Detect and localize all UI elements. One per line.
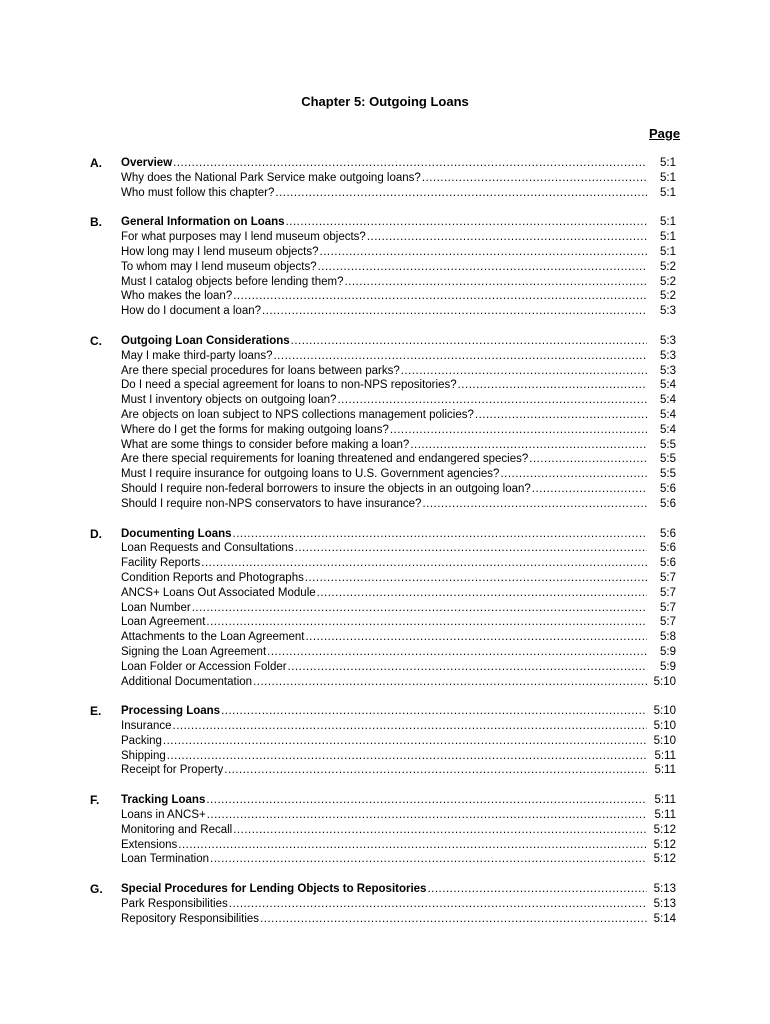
entry-page-number: 5:10 <box>653 734 676 747</box>
dot-leader <box>167 749 647 764</box>
toc-entry[interactable] <box>121 349 676 364</box>
entry-page-number: 5:3 <box>660 305 676 318</box>
toc-entry[interactable] <box>121 304 676 319</box>
entry-page-number: 5:1 <box>660 186 676 199</box>
toc-entry[interactable] <box>121 245 676 260</box>
section-letter: G. <box>90 882 103 897</box>
entry-page-number: 5:4 <box>660 423 676 436</box>
toc-entry[interactable] <box>121 675 676 690</box>
section-heading-entry[interactable] <box>121 704 676 719</box>
dot-leader <box>529 452 647 467</box>
toc-entry[interactable] <box>121 423 676 438</box>
entry-title: How do I document a loan? <box>121 305 262 318</box>
entry-title: Must I inventory objects on outgoing loan? <box>121 394 337 407</box>
entry-title: Must I require insurance for outgoing loans to U.S. Government agencies? <box>121 468 500 481</box>
entry-title: Additional Documentation <box>121 675 253 688</box>
toc-entry[interactable] <box>121 615 676 630</box>
entry-page-number: 5:12 <box>653 853 676 866</box>
toc-entry[interactable] <box>121 171 676 186</box>
dot-leader <box>427 882 647 897</box>
dot-leader <box>262 304 647 319</box>
entry-title: Are objects on loan subject to NPS collections management policies? <box>121 408 474 421</box>
toc-entry[interactable] <box>121 438 676 453</box>
dot-leader <box>318 260 647 275</box>
entry-title: Receipt for Property <box>121 764 224 777</box>
entry-title: Condition Reports and Photographs <box>121 571 304 584</box>
entry-page-number: 5:11 <box>654 794 676 807</box>
dot-leader <box>317 586 647 601</box>
entry-title: Loan Termination <box>121 853 210 866</box>
dot-leader <box>221 704 647 719</box>
toc-entry[interactable] <box>121 571 676 586</box>
toc-entry[interactable] <box>121 186 676 201</box>
section-heading-entry[interactable] <box>121 527 676 542</box>
dot-leader <box>458 378 647 393</box>
entry-title: May I make third-party loans? <box>121 349 273 362</box>
entry-title: Are there special procedures for loans between parks? <box>121 364 400 377</box>
entry-page-number: 5:2 <box>660 275 676 288</box>
dot-leader <box>275 186 647 201</box>
section-letter: F. <box>90 793 100 808</box>
entry-page-number: 5:13 <box>653 898 676 911</box>
dot-leader <box>291 334 647 349</box>
entry-page-number: 5:11 <box>654 764 676 777</box>
entry-page-number: 5:10 <box>653 720 676 733</box>
dot-leader <box>267 645 647 660</box>
chapter-title: Chapter 5: Outgoing Loans <box>301 94 469 109</box>
dot-leader <box>390 423 647 438</box>
entry-title: Loan Number <box>121 601 191 614</box>
dot-leader <box>206 615 647 630</box>
toc-entry[interactable] <box>121 912 676 927</box>
entry-title: Insurance <box>121 720 172 733</box>
entry-page-number: 5:6 <box>660 497 676 510</box>
entry-title: Should I require non-federal borrowers to insure the objects in an outgoing loan? <box>121 482 531 495</box>
page-column-header: Page <box>649 126 681 141</box>
toc-entry[interactable] <box>121 230 676 245</box>
toc-entry[interactable] <box>121 378 676 393</box>
section-letter: B. <box>90 215 102 230</box>
dot-leader <box>422 497 647 512</box>
entry-title: Where do I get the forms for making outgoing loans? <box>121 423 389 436</box>
dot-leader <box>201 556 647 571</box>
dot-leader <box>229 897 647 912</box>
entry-page-number: 5:9 <box>660 660 676 673</box>
entry-page-number: 5:12 <box>653 823 676 836</box>
entry-title: Extensions <box>121 838 178 851</box>
entry-page-number: 5:5 <box>660 438 676 451</box>
entry-page-number: 5:4 <box>660 394 676 407</box>
entry-page-number: 5:10 <box>653 675 676 688</box>
toc-section <box>0 334 770 512</box>
entry-title: Do I need a special agreement for loans to non-NPS repositories? <box>121 379 457 392</box>
dot-leader <box>422 171 647 186</box>
dot-leader <box>401 364 647 379</box>
dot-leader <box>337 393 647 408</box>
dot-leader <box>173 719 647 734</box>
entry-page-number: 5:7 <box>660 616 676 629</box>
toc-entry[interactable] <box>121 734 676 749</box>
entry-title: Facility Reports <box>121 557 201 570</box>
entry-title: Documenting Loans <box>121 527 232 540</box>
entry-page-number: 5:13 <box>653 883 676 896</box>
dot-leader <box>410 438 647 453</box>
entry-title: What are some things to consider before making a loan? <box>121 438 410 451</box>
entry-title: Loans in ANCS+ <box>121 809 206 822</box>
entry-page-number: 5:6 <box>660 482 676 495</box>
toc-entry[interactable] <box>121 275 676 290</box>
toc-entry[interactable] <box>121 838 676 853</box>
entry-page-number: 5:6 <box>660 557 676 570</box>
entry-page-number: 5:1 <box>660 171 676 184</box>
toc-entry[interactable] <box>121 719 676 734</box>
entry-page-number: 5:14 <box>653 912 676 925</box>
entry-title: Packing <box>121 734 162 747</box>
entry-title: To whom may I lend museum objects? <box>121 260 317 273</box>
dot-leader <box>288 660 647 675</box>
dot-leader <box>192 601 647 616</box>
entry-page-number: 5:4 <box>660 408 676 421</box>
entry-page-number: 5:1 <box>660 231 676 244</box>
entry-page-number: 5:6 <box>660 542 676 555</box>
toc-entry[interactable] <box>121 364 676 379</box>
toc-entry[interactable] <box>121 823 676 838</box>
entry-title: Signing the Loan Agreement <box>121 645 267 658</box>
entry-title: Loan Requests and Consultations <box>121 542 294 555</box>
toc-entry[interactable] <box>121 289 676 304</box>
section-heading-entry[interactable] <box>121 793 676 808</box>
entry-page-number: 5:7 <box>660 601 676 614</box>
entry-title: General Information on Loans <box>121 216 285 229</box>
entry-title: Shipping <box>121 749 166 762</box>
toc-entry[interactable] <box>121 556 676 571</box>
toc-entry[interactable] <box>121 630 676 645</box>
entry-title: Monitoring and Recall <box>121 823 233 836</box>
entry-title: Why does the National Park Service make outgoing loans? <box>121 171 421 184</box>
dot-leader <box>295 541 647 556</box>
dot-leader <box>224 763 647 778</box>
entry-title: Are there special requirements for loaning threatened and endangered species? <box>121 453 529 466</box>
dot-leader <box>178 838 647 853</box>
entry-title: Repository Responsibilities <box>121 912 260 925</box>
entry-title: How long may I lend museum objects? <box>121 245 319 258</box>
toc-entry[interactable] <box>121 852 676 867</box>
entry-title: Outgoing Loan Considerations <box>121 334 290 347</box>
entry-title: Who must follow this chapter? <box>121 186 275 199</box>
dot-leader <box>286 215 647 230</box>
toc-entry[interactable] <box>121 260 676 275</box>
dot-leader <box>273 349 647 364</box>
entry-page-number: 5:12 <box>653 838 676 851</box>
section-heading-entry[interactable] <box>121 334 676 349</box>
entry-page-number: 5:2 <box>660 290 676 303</box>
dot-leader <box>475 408 647 423</box>
entry-page-number: 5:2 <box>660 260 676 273</box>
dot-leader <box>233 823 647 838</box>
dot-leader <box>367 230 647 245</box>
toc-entry[interactable] <box>121 660 676 675</box>
entry-page-number: 5:6 <box>660 527 676 540</box>
section-heading-entry[interactable] <box>121 156 676 171</box>
entry-page-number: 5:3 <box>660 334 676 347</box>
dot-leader <box>206 793 647 808</box>
section-letter: A. <box>90 156 102 170</box>
entry-title: Loan Agreement <box>121 616 206 629</box>
toc-section <box>0 156 770 200</box>
table-of-contents <box>0 156 770 942</box>
toc-section <box>0 704 770 778</box>
toc-section <box>0 793 770 867</box>
toc-entry[interactable] <box>121 467 676 482</box>
entry-page-number: 5:7 <box>660 571 676 584</box>
toc-entry[interactable] <box>121 482 676 497</box>
entry-title: Overview <box>121 157 173 169</box>
section-letter: C. <box>90 333 102 348</box>
toc-entry[interactable] <box>121 408 676 423</box>
entry-page-number: 5:1 <box>660 157 676 169</box>
toc-entry[interactable] <box>121 601 676 616</box>
toc-entry[interactable] <box>121 393 676 408</box>
dot-leader <box>305 571 647 586</box>
entry-title: Special Procedures for Lending Objects to Repositories <box>121 883 427 896</box>
toc-entry[interactable] <box>121 497 676 512</box>
toc-entry[interactable] <box>121 586 676 601</box>
toc-section <box>0 882 770 926</box>
dot-leader <box>163 734 647 749</box>
entry-title: Must I catalog objects before lending them? <box>121 275 344 288</box>
dot-leader <box>253 675 647 690</box>
dot-leader <box>344 275 647 290</box>
entry-page-number: 5:11 <box>654 809 676 822</box>
toc-entry[interactable] <box>121 749 676 764</box>
dot-leader <box>320 245 647 260</box>
entry-title: Tracking Loans <box>121 794 206 807</box>
dot-leader <box>233 289 647 304</box>
dot-leader <box>210 852 647 867</box>
toc-section <box>0 527 770 690</box>
entry-title: Park Responsibilities <box>121 898 228 911</box>
entry-title: ANCS+ Loans Out Associated Module <box>121 586 316 599</box>
entry-title: Attachments to the Loan Agreement <box>121 631 305 644</box>
toc-entry[interactable] <box>121 452 676 467</box>
entry-page-number: 5:3 <box>660 349 676 362</box>
entry-title: For what purposes may I lend museum objects? <box>121 231 366 244</box>
section-heading-entry[interactable] <box>121 882 676 897</box>
section-heading-entry[interactable] <box>121 215 676 230</box>
dot-leader <box>233 527 647 542</box>
dot-leader <box>173 156 647 171</box>
toc-entry[interactable] <box>121 541 676 556</box>
entry-title: Loan Folder or Accession Folder <box>121 660 287 673</box>
entry-page-number: 5:4 <box>660 379 676 392</box>
dot-leader <box>305 630 647 645</box>
entry-page-number: 5:10 <box>653 705 676 718</box>
entry-page-number: 5:1 <box>660 216 676 229</box>
entry-page-number: 5:11 <box>654 749 676 762</box>
entry-title: Processing Loans <box>121 705 221 718</box>
dot-leader <box>500 467 647 482</box>
entry-title: Should I require non-NPS conservators to have insurance? <box>121 497 422 510</box>
section-letter: D. <box>90 526 102 541</box>
dot-leader <box>260 912 647 927</box>
entry-page-number: 5:1 <box>660 245 676 258</box>
section-letter: E. <box>90 704 102 719</box>
entry-page-number: 5:7 <box>660 586 676 599</box>
toc-entry[interactable] <box>121 763 676 778</box>
entry-page-number: 5:9 <box>660 645 676 658</box>
entry-title: Who makes the loan? <box>121 290 233 303</box>
toc-entry[interactable] <box>121 897 676 912</box>
entry-page-number: 5:5 <box>660 468 676 481</box>
dot-leader <box>532 482 647 497</box>
toc-entry[interactable] <box>121 645 676 660</box>
entry-page-number: 5:8 <box>660 631 676 644</box>
dot-leader <box>207 808 647 823</box>
entry-page-number: 5:5 <box>660 453 676 466</box>
toc-entry[interactable] <box>121 808 676 823</box>
toc-section <box>0 215 770 319</box>
entry-page-number: 5:3 <box>660 364 676 377</box>
